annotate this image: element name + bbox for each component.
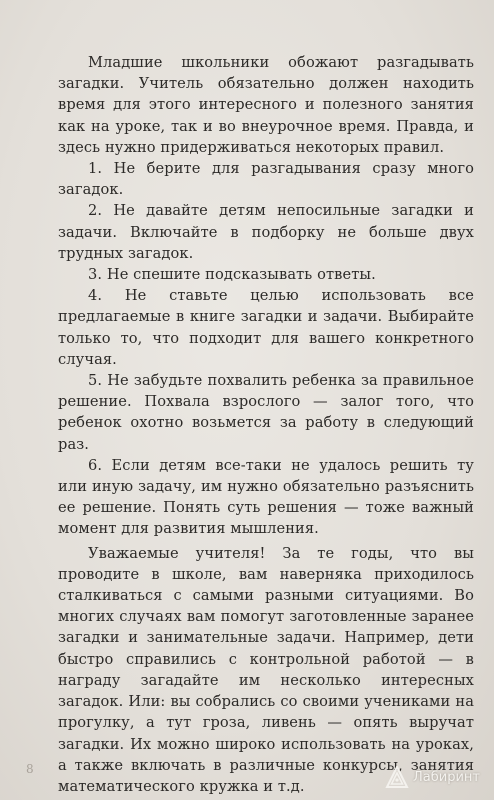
rule-3: 3. Не спешите подсказывать ответы.: [88, 266, 376, 284]
rule-5: 5. Не забудьте похвалить ребенка за правильное решение. Похвала взрослого — залог того, что ребенок охотно возьмется за работу в следующий раз.: [58, 372, 474, 453]
labyrinth-logo-icon: [385, 766, 409, 788]
rule-4: 4. Не ставьте целью использовать все предлагаемые в книге загадки и задачи. Выбирайте только то, что подходит для вашего конкретного случая.: [58, 287, 474, 368]
page-number: 8: [26, 762, 34, 776]
document-page: [58, 52, 474, 797]
rule-2: 2. Не давайте детям непосильные загадки и задачи. Включайте в подборку не больше двух трудных загадок.: [58, 202, 474, 262]
rule-1: 1. Не берите для разгадывания сразу много загадок.: [58, 160, 474, 199]
intro-paragraph: Младшие школьники обожают разгадывать загадки. Учитель обязательно должен находить время для этого интересного и полезного занятия как на уроке, так и во внеурочное время. Правда, и здесь нужно придерживаться некоторых правил.: [58, 54, 474, 156]
labirint-watermark: [385, 766, 480, 788]
teachers-paragraph: Уважаемые учителя! За те годы, что вы проводите в школе, вам наверняка приходилось сталкиваться с самыми разными ситуациями. Во многих случаях вам помогут заготовленные заранее загадки и занимательные задачи. Например, дети быстро справились с контрольной работой — в награду загадайте им несколько интересных загадок. Или: вы собрались со своими учениками на прогулку, а тут гроза, ливень — опять выручат загадки. Их можно широко использовать на уроках, а также включать в различные конкурсы, занятия математического кружка и т.д.: [58, 544, 474, 795]
watermark-text: Лабиринт: [413, 769, 480, 785]
rule-6: 6. Если детям все-таки не удалось решить ту или иную задачу, им нужно обязательно разъяснить ее решение. Понять суть решения — тоже важный момент для развития мышления.: [58, 456, 474, 538]
